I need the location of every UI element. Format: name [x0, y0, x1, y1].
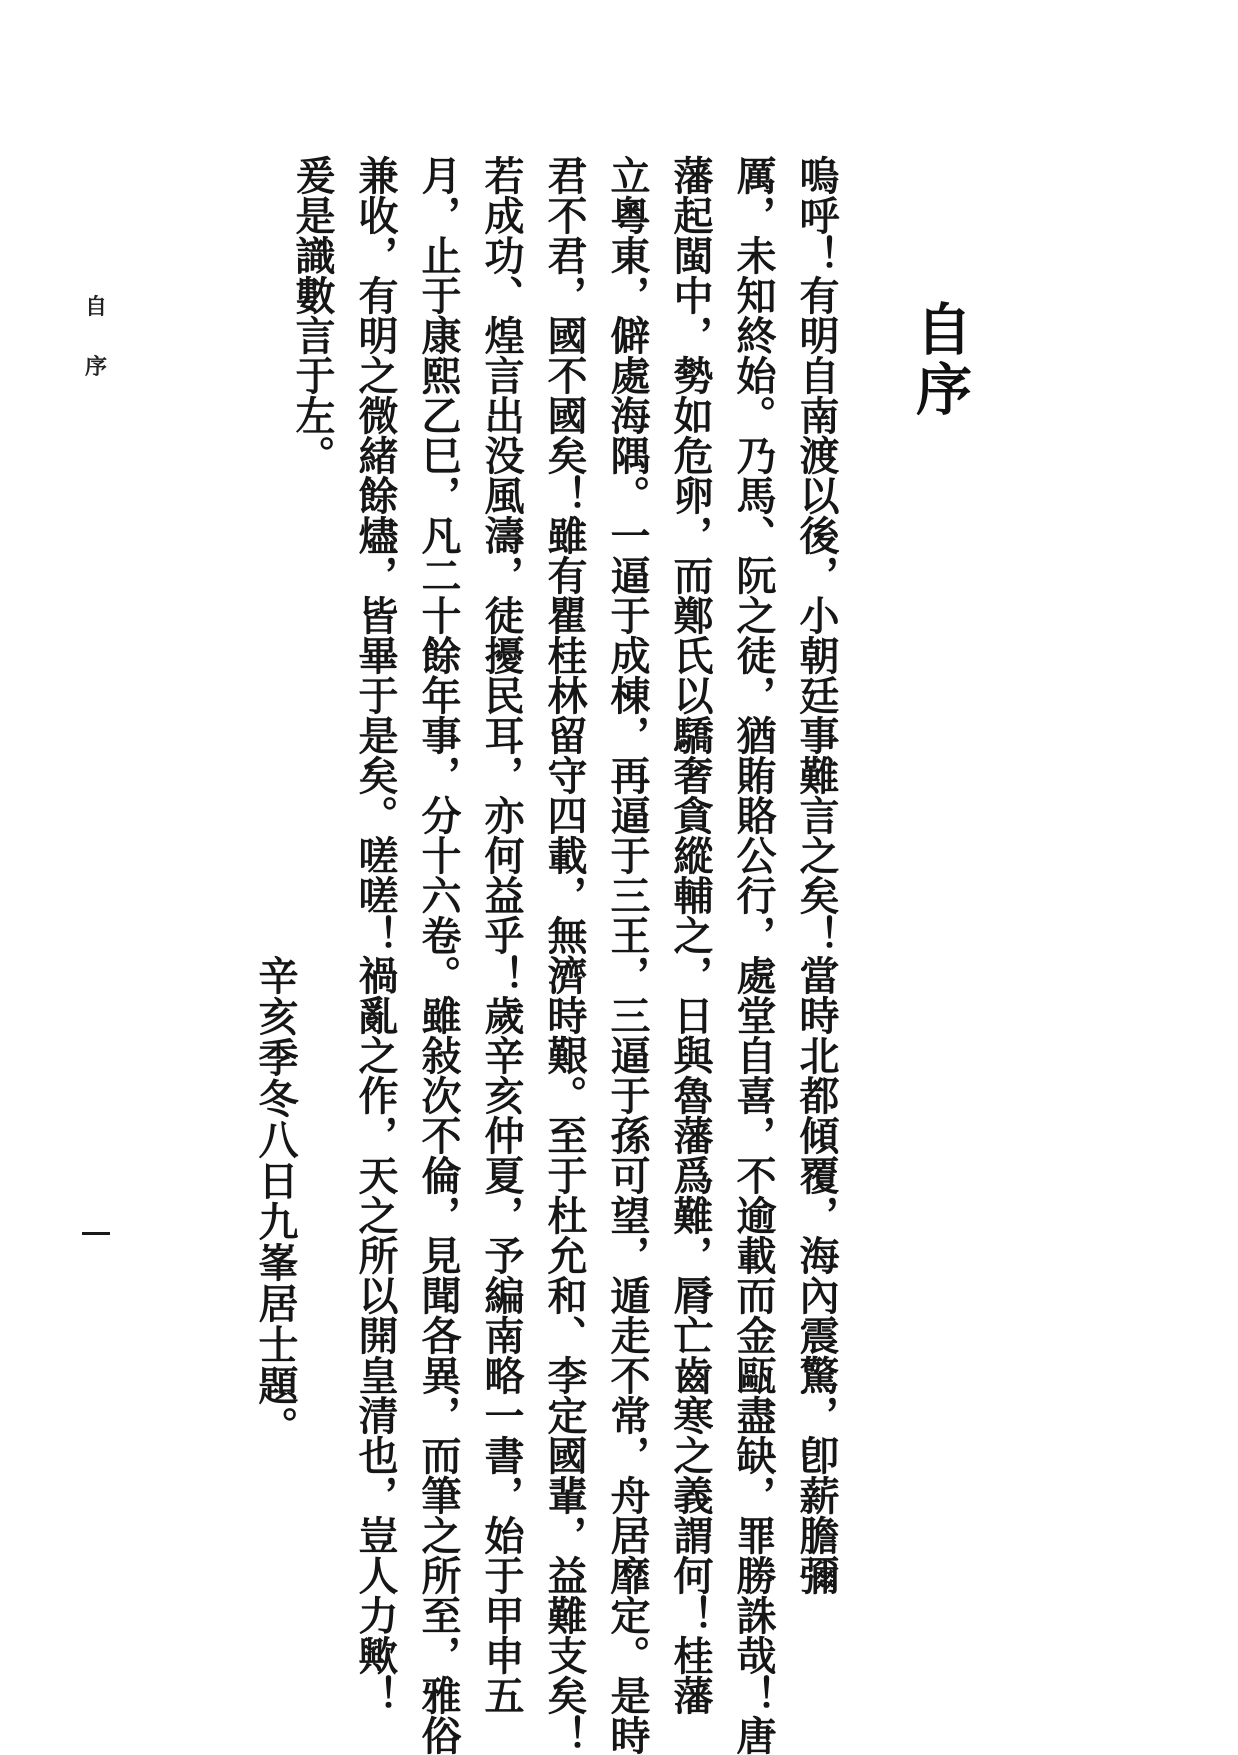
- running-header-char: 自: [85, 294, 108, 320]
- body-column: 爰是識數言于左。: [289, 155, 336, 475]
- preface-title: 自序: [907, 300, 973, 420]
- body-column: 厲，未知終始。乃馬、阮之徒，猶賄賂公行，處堂自喜，不逾載而金甌盡缺，罪勝誅哉！唐: [730, 155, 777, 1755]
- body-column: 立粵東，僻處海隅。一逼于成棟，再逼于三王，三逼于孫可望，遁走不常，舟居靡定。是時: [604, 155, 651, 1755]
- body-column: 藩起閩中，勢如危卵，而鄭氏以驕奢貪縱輔之，日與魯藩爲難，脣亡齒寒之義謂何！桂藩: [667, 155, 714, 1715]
- body-column: 嗚呼！有明自南渡以後，小朝廷事難言之矣！當時北都傾覆，海內震驚，卽薪膽彌: [793, 155, 840, 1595]
- signature-line: 辛亥季冬八日九峯居士題。: [252, 955, 299, 1447]
- preface-body: [281, 155, 848, 1755]
- body-column: 若成功、煌言出没風濤，徒擾民耳，亦何益乎！歲辛亥仲夏，予編南略一書，始于甲申五: [478, 155, 525, 1715]
- body-column: 兼收，有明之微緒餘燼，皆畢于是矣。嗟嗟！禍亂之作，天之所以開皇清也，豈人力歟！: [352, 155, 399, 1715]
- body-column: 月，止于康熙乙巳，凡二十餘年事，分十六卷。雖敍次不倫，見聞各異，而筆之所至，雅俗: [415, 155, 462, 1755]
- running-header-char: 序: [85, 354, 108, 380]
- body-column: 君不君，國不國矣！雖有瞿桂林留守四載，無濟時艱。至于杜允和、李定國輩，益難支矣！: [541, 155, 588, 1755]
- page-number-mark: [82, 1232, 110, 1235]
